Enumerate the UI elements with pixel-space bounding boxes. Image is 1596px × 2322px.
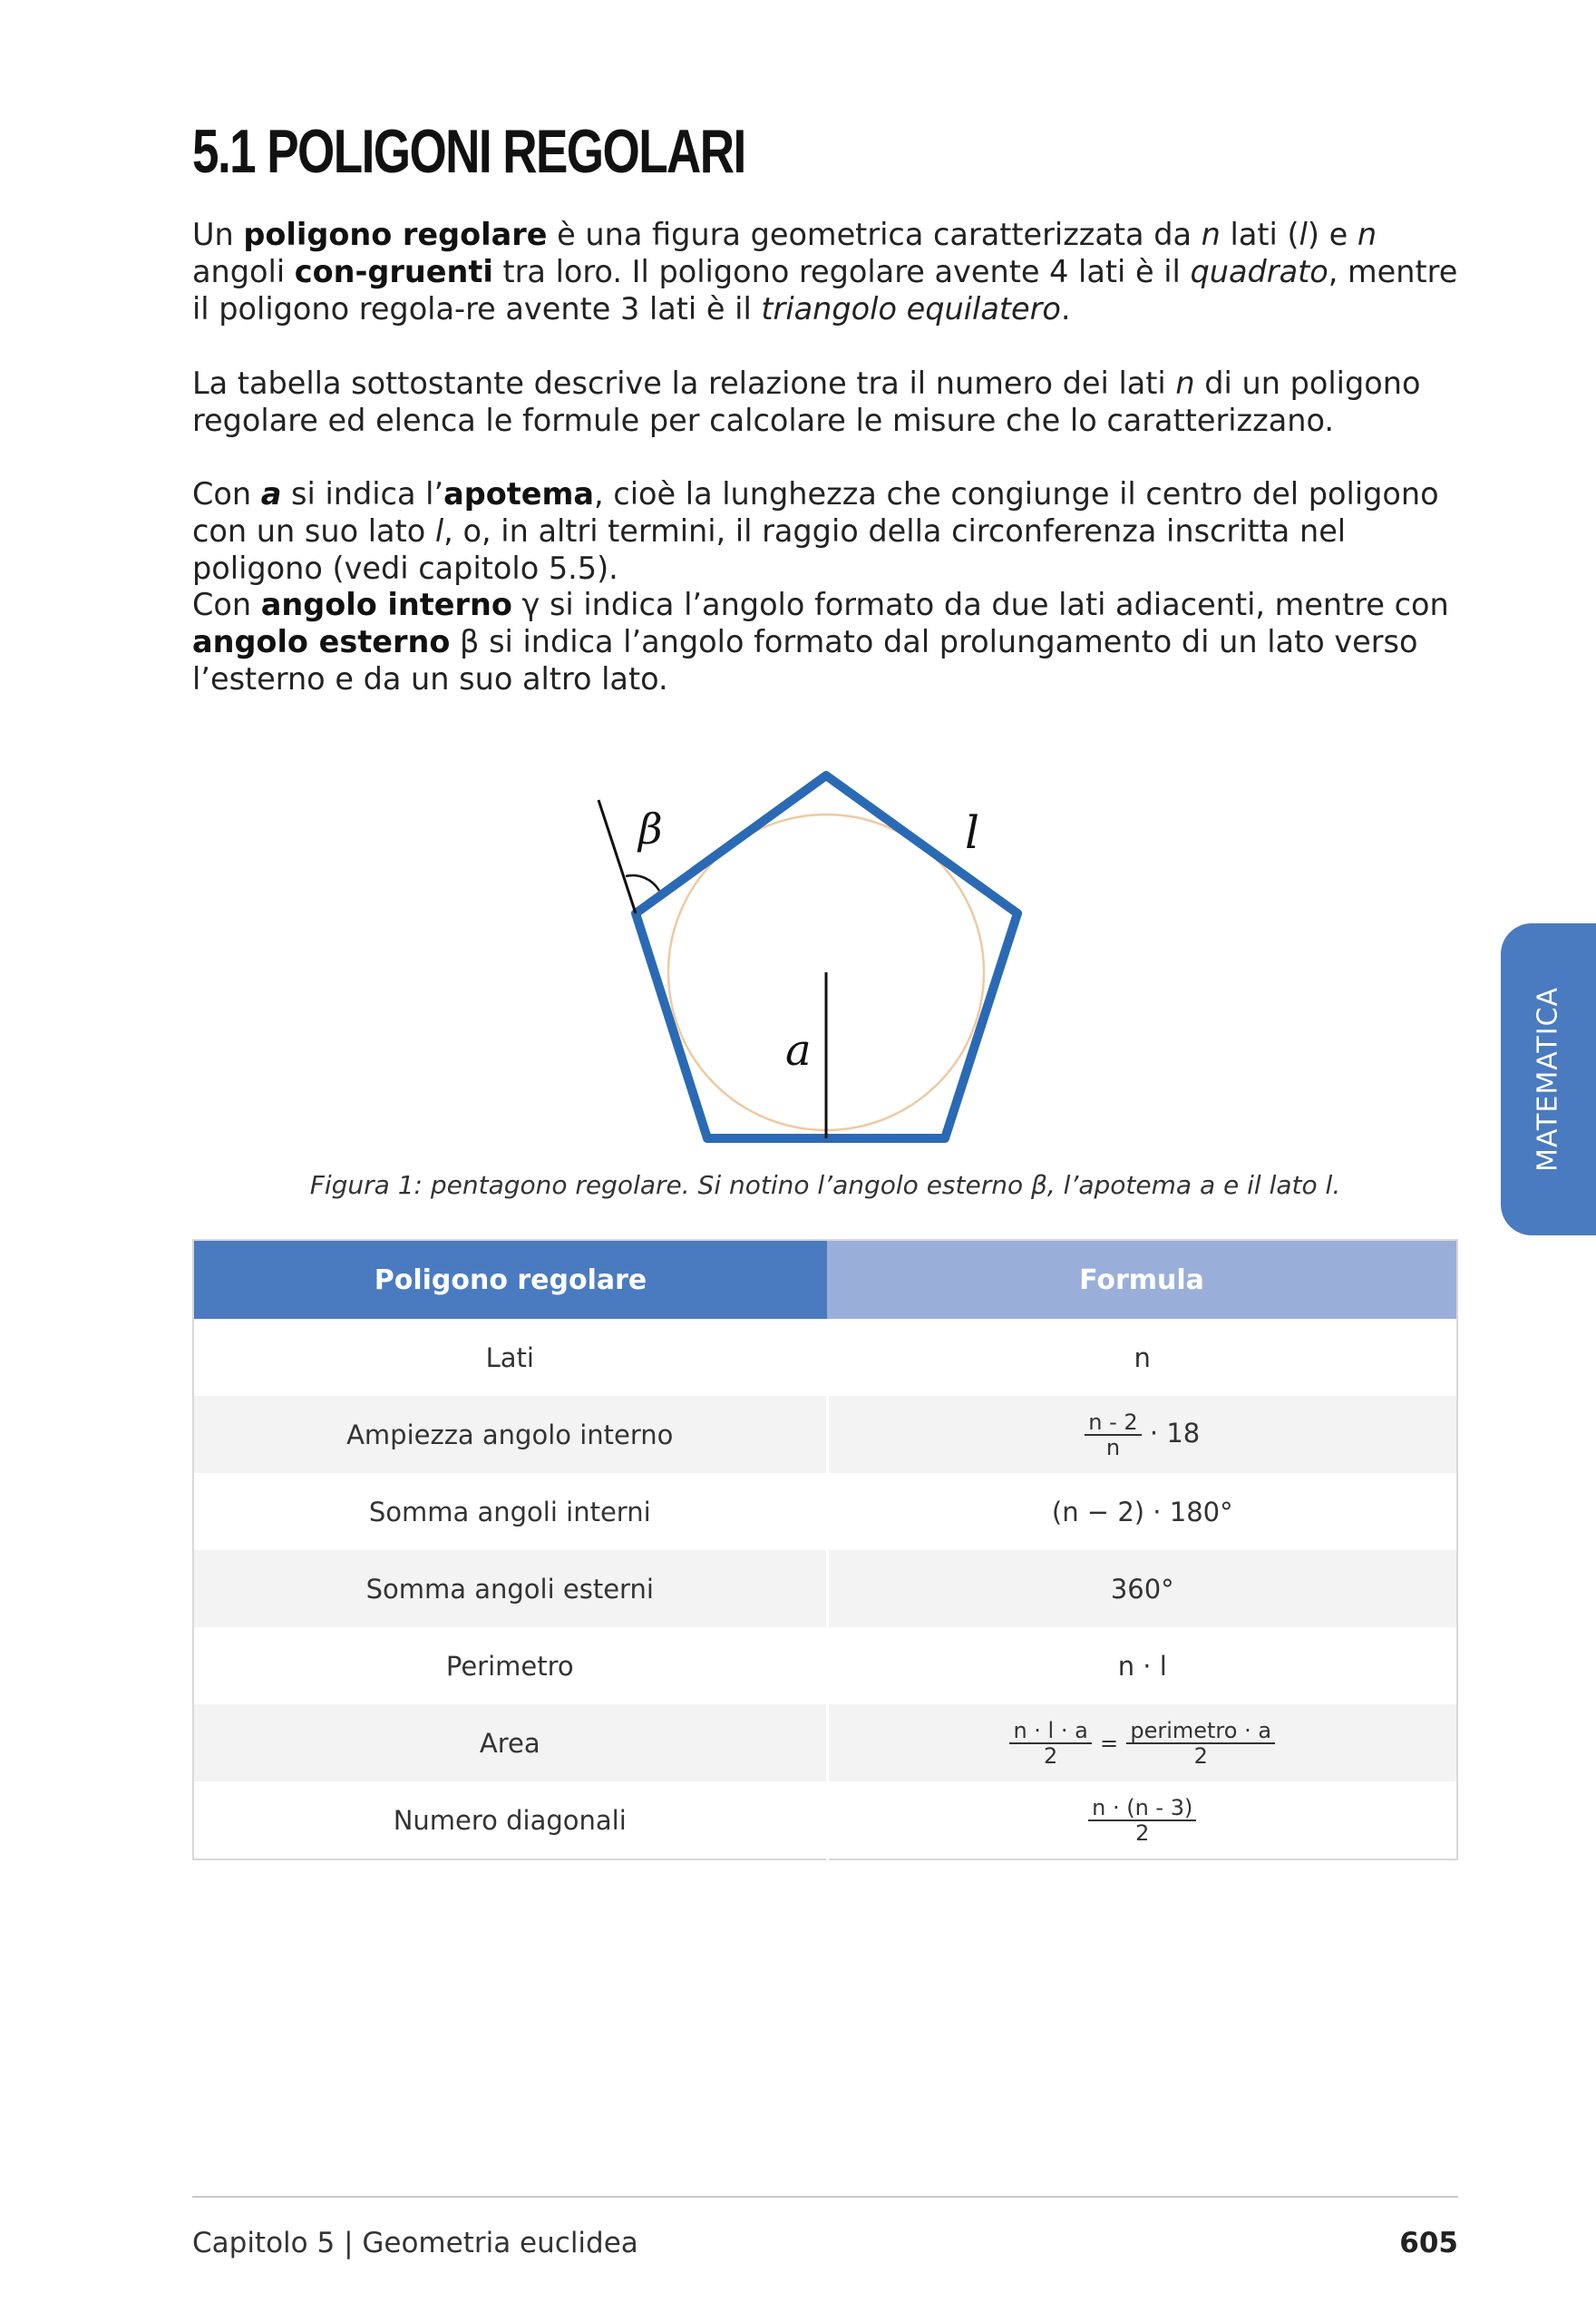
paragraph-table-intro: La tabella sottostante descrive la relazione tra il numero dei lati n di un poligono regolare ed elenca le formule per calcolare le misure che lo caratterizzano.: [192, 366, 1421, 438]
row-label: Area: [193, 1704, 827, 1781]
fraction: $\frac{n \cdot l \cdot a}{2}$: [1009, 1719, 1091, 1768]
figure-caption: Figura 1: pentagono regolare. Si notino l’angolo esterno β, l’apotema a e il lato l.: [309, 1170, 1341, 1200]
beta-angle-arc: [626, 875, 659, 891]
row-formula: $\frac{n \cdot l \cdot a}{2}$ = $\frac{\text{perimetro · a}}{2}$: [827, 1704, 1457, 1781]
header-polygon: Poligono regolare: [193, 1240, 827, 1319]
page-number: 605: [1399, 2227, 1458, 2259]
row-formula: $\frac{n - 2}{n}$ · 18: [827, 1396, 1457, 1473]
footer-divider: [192, 2196, 1458, 2198]
row-label: Numero diagonali: [193, 1781, 827, 1859]
side-tab-label: MATEMATICA: [1532, 986, 1564, 1173]
table-row: [193, 1473, 1457, 1550]
page-title: 5.1 POLIGONI REGOLARI: [192, 117, 745, 186]
label-apothem: a: [785, 1025, 812, 1076]
table-row: [193, 1781, 1457, 1859]
table-row: [193, 1704, 1457, 1781]
label-beta: β: [638, 805, 663, 854]
table-row: [193, 1550, 1457, 1627]
formula-table: [192, 1239, 1458, 1860]
table-row: [193, 1396, 1457, 1473]
fraction: $\frac{n \cdot (n - 3)}{2}$: [1088, 1796, 1196, 1845]
footer-chapter: Capitolo 5 | Geometria euclidea: [192, 2227, 638, 2259]
label-side: l: [965, 806, 979, 859]
section-side-tab[interactable]: [1501, 923, 1596, 1235]
row-formula: (n − 2) · 180°: [1051, 1496, 1233, 1527]
row-formula: [827, 1781, 1457, 1859]
paragraph-regular-polygon: Un poligono regolare è una figura geometrica caratterizzata da n lati (l) e n angoli con-gruenti tra loro. Il poligono regolare avente 4 lati è il quadrato, mentre il poligono regola-re avente 3 lati è il triangolo equilatero.: [192, 217, 1458, 327]
fraction: $\frac{n - 2}{n}$: [1085, 1410, 1141, 1459]
row-label: Lati: [193, 1319, 827, 1396]
paragraph-apothem: Con a si indica l’apotema, cioè la lunghezza che congiunge il centro del poligono con un suo lato l, o, in altri termini, il raggio della circonferenza inscritta nel poligono (vedi capitolo 5.5).: [192, 476, 1439, 586]
fraction: $\frac{\text{perimetro · a}}{2}$: [1126, 1719, 1275, 1768]
row-formula: 360°: [827, 1550, 1457, 1627]
extension-line: [598, 800, 636, 913]
row-formula: n: [1134, 1341, 1151, 1373]
header-formula: Formula: [827, 1240, 1457, 1319]
table-header-row: [193, 1240, 1457, 1319]
row-label: Somma angoli esterni: [193, 1550, 827, 1627]
row-label: Ampiezza angolo interno: [193, 1396, 827, 1473]
row-label: Perimetro: [193, 1627, 827, 1704]
paragraph-angles: Con angolo interno γ si indica l’angolo formato da due lati adiacenti, mentre con angolo esterno β si indica l’angolo formato dal prolungamento di un lato verso l’esterno e da un suo altro lato.: [192, 587, 1449, 697]
table-row: [193, 1627, 1457, 1704]
pentagon-figure: [580, 762, 1052, 1161]
row-formula: n · l: [1117, 1650, 1167, 1682]
table-row: [193, 1319, 1457, 1396]
row-label: Somma angoli interni: [193, 1473, 827, 1550]
